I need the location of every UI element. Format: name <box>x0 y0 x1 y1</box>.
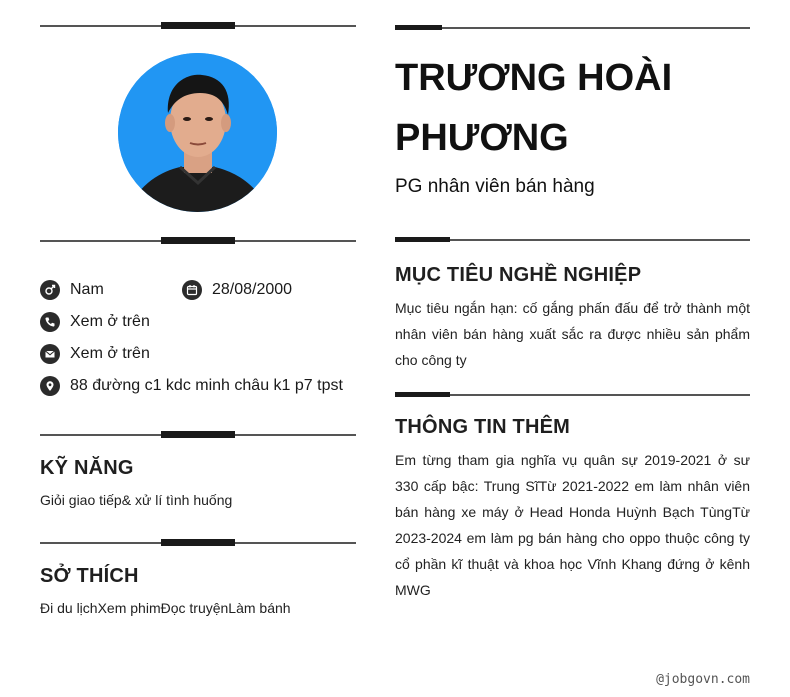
extra-title: THÔNG TIN THÊM <box>395 416 571 438</box>
watermark: @jobgovn.com <box>656 672 750 687</box>
birthday-row <box>182 279 292 301</box>
phone-row <box>40 311 150 333</box>
right-column <box>395 0 750 697</box>
skills-title: KỸ NĂNG <box>40 457 134 479</box>
address-row <box>40 375 343 397</box>
calendar-icon <box>182 280 202 300</box>
divider <box>40 22 356 30</box>
email-row <box>40 343 150 365</box>
divider <box>395 237 750 243</box>
divider <box>40 237 356 245</box>
birthday-value: 28/08/2000 <box>212 281 293 298</box>
objective-title: MỤC TIÊU NGHỀ NGHIỆP <box>395 264 642 286</box>
avatar-portrait <box>118 53 277 212</box>
extra-text: Em từng tham gia nghĩa vụ quân sự 2019-2021 ở sư 330 cấp bậc: Trung SĩTừ 2021-2022 em làm nhân viên bán hàng xe máy ở Head Honda Huỳnh Bạch TùngTừ 2023-2024 em làm pg bán hàng cho oppo thuộc công ty cổ phần kĩ thuật và khoa học Vĩnh Khang đứng ở kênh MWG <box>395 452 750 598</box>
candidate-position: PG nhân viên bán hàng <box>395 176 595 197</box>
gender-value: Nam <box>70 281 104 298</box>
skills-text: Giỏi giao tiếp& xử lí tình huống <box>40 492 233 508</box>
hobbies-text: Đi du lịchXem phimĐọc truyệnLàm bánh <box>40 600 291 616</box>
divider <box>40 431 356 439</box>
divider <box>395 392 750 398</box>
divider <box>40 539 356 547</box>
divider <box>395 25 750 31</box>
email-value: Xem ở trên <box>70 345 150 362</box>
location-pin-icon <box>40 376 60 396</box>
phone-icon <box>40 312 60 332</box>
left-column <box>40 0 356 697</box>
hobbies-title: SỞ THÍCH <box>40 565 139 587</box>
gender-icon <box>40 280 60 300</box>
objective-text: Mục tiêu ngắn hạn: cố gắng phấn đấu để trở thành một nhân viên bán hàng xuất sắc ra được nhiều sản phẩm cho công ty <box>395 300 750 368</box>
avatar <box>118 53 277 212</box>
mail-icon <box>40 344 60 364</box>
phone-value: Xem ở trên <box>70 313 150 330</box>
address-value: 88 đường c1 kdc minh châu k1 p7 tpst <box>70 377 343 394</box>
gender-row <box>40 279 104 301</box>
candidate-name: TRƯƠNG HOÀI PHƯƠNG <box>395 57 673 159</box>
